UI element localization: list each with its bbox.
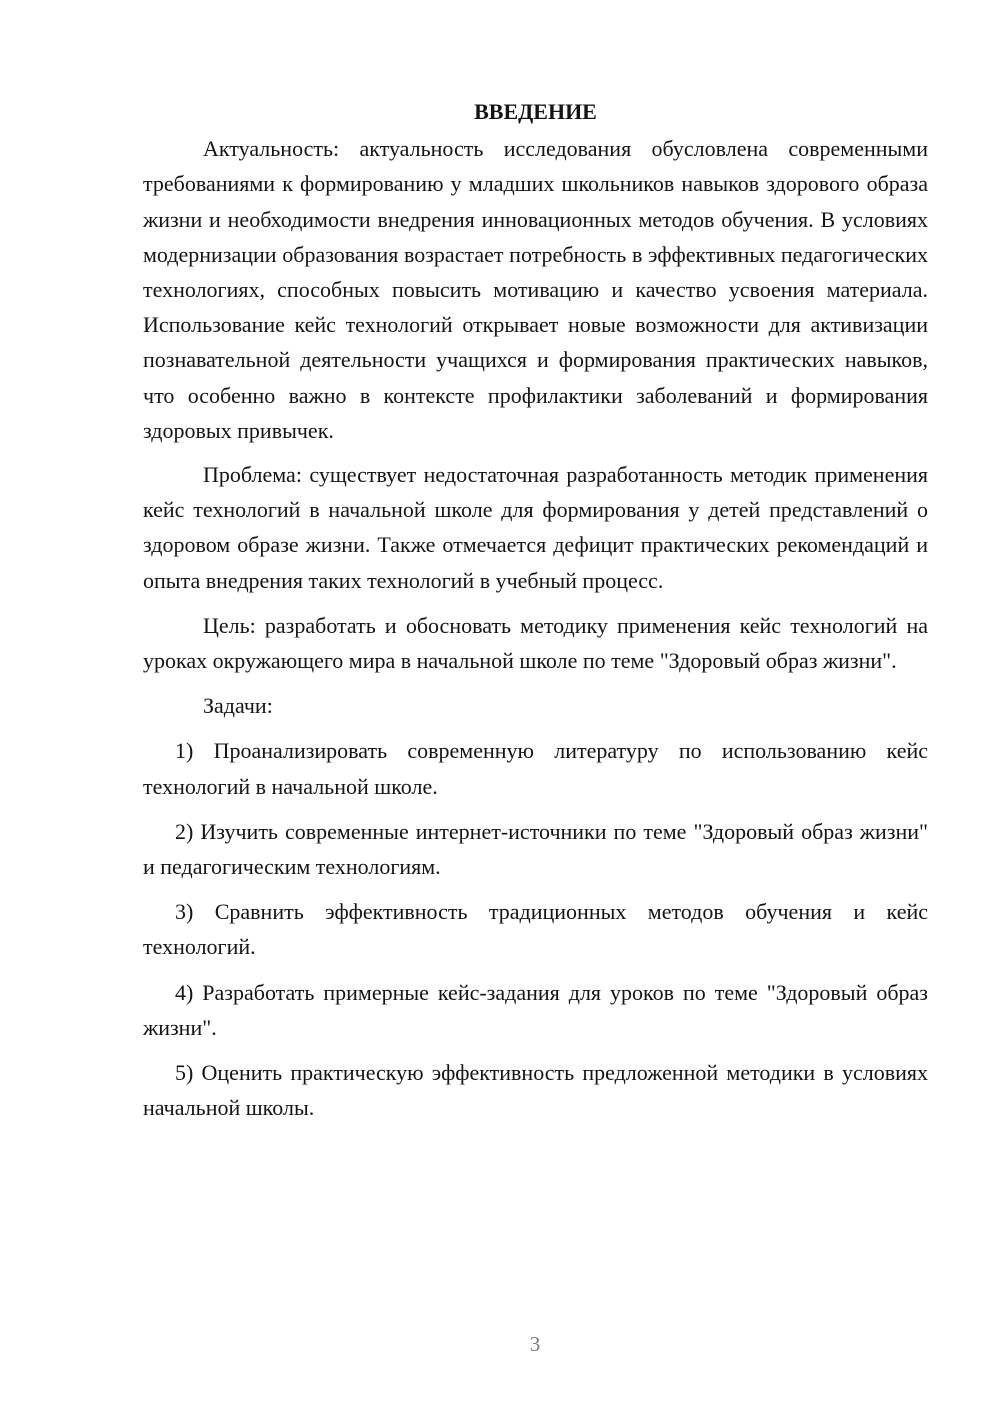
page-number: 3 bbox=[529, 1332, 541, 1356]
paragraph-relevance: Актуальность: актуальность исследования обусловлена современными требованиями к формированию у младших школьников навыков здорового образа жизни и необходимости внедрения инновационных методов обучения. В условиях модернизации образования возрастает потребность в эффективных педагогических технологиях, способных повысить мотивацию и качество усвоения материала. Использование кейс технологий открывает новые возможности для активизации познавательной деятельности учащихся и формирования практических навыков, что особенно важно в контексте профилактики заболеваний и формирования здоровых привычек. bbox=[143, 136, 928, 443]
task-list bbox=[143, 733, 928, 1125]
task-item-2: 2) Изучить современные интернет-источники по теме "Здоровый образ жизни" и педагогическим технологиям. bbox=[143, 818, 928, 880]
task-item-3: 3) Сравнить эффективность традиционных методов обучения и кейс технологий. bbox=[143, 899, 928, 960]
paragraph-goal: Цель: разработать и обосновать методику применения кейс технологий на уроках окружающего мира в начальной школе по теме "Здоровый образ жизни". bbox=[143, 612, 928, 674]
task-item-4: 4) Разработать примерные кейс-задания для уроков по теме "Здоровый образ жизни". bbox=[143, 979, 928, 1040]
task-item-1: 1) Проанализировать современную литературу по использованию кейс технологий в начальной школе. bbox=[143, 738, 928, 799]
task-item-5: 5) Оценить практическую эффективность предложенной методики в условиях начальной школы. bbox=[143, 1060, 928, 1121]
paragraph-problem: Проблема: существует недостаточная разработанность методик применения кейс технологий в начальной школе для формирования у детей представлений о здоровом образе жизни. Также отмечается дефицит практических рекомендаций и опыта внедрения таких технологий в учебный процесс. bbox=[143, 462, 928, 593]
page-content bbox=[143, 92, 928, 1125]
section-title: ВВЕДЕНИЕ bbox=[474, 99, 597, 124]
tasks-heading: Задачи: bbox=[203, 693, 273, 719]
